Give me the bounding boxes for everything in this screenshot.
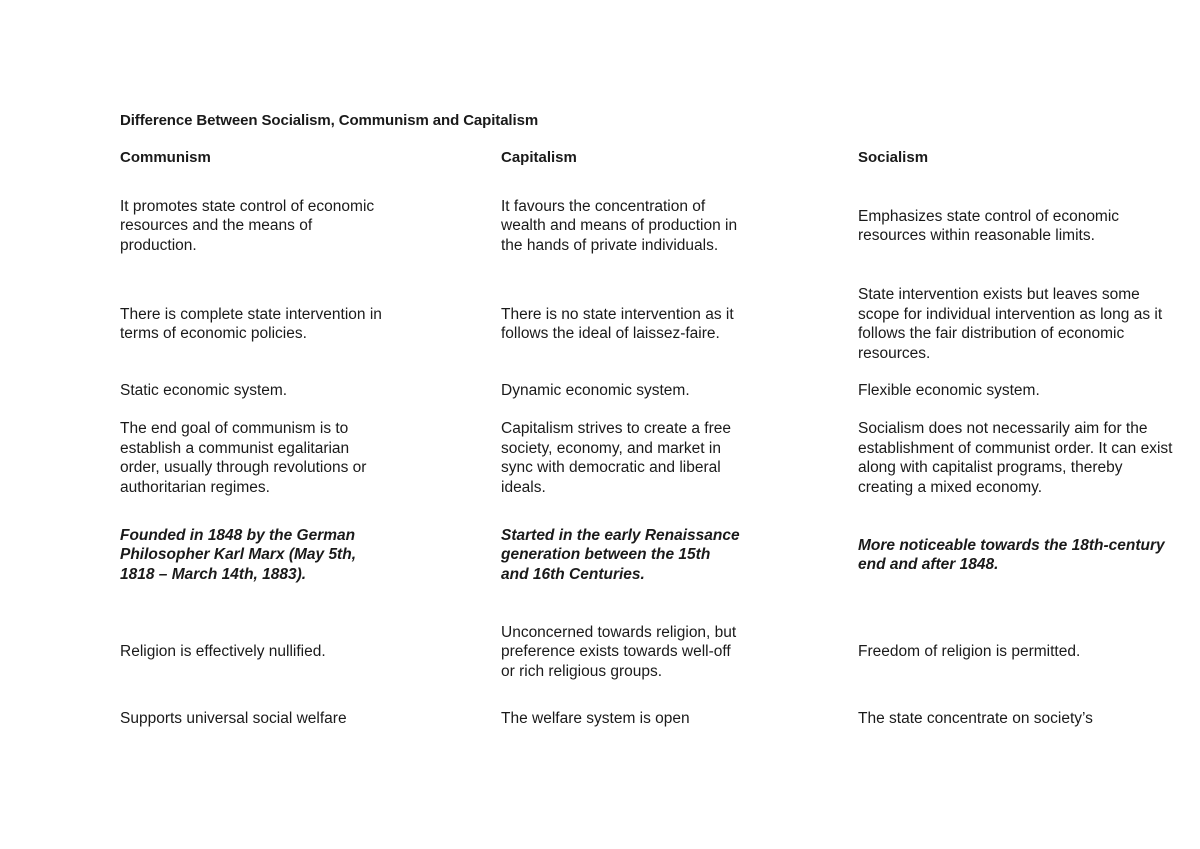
table-row-6-socialism: Freedom of religion is permitted. [858,643,1081,661]
table-row-7-socialism: The state concentrate on society’s [858,710,1093,728]
document-title: Difference Between Socialism, Communism and Capitalism [120,112,539,129]
table-row-3-capitalism: Dynamic economic system. [501,382,690,400]
table-row-5-capitalism: Started in the early Renaissance generation between the 15th and 16th Centuries. [501,526,740,583]
table-row-7-capitalism: The welfare system is open [501,710,690,728]
table-row-6-communism: Religion is effectively nullified. [120,643,326,661]
table-row-1-socialism: Emphasizes state control of economic resources within reasonable limits. [858,207,1120,244]
column-header-communism: Communism [120,149,211,166]
table-row-2-socialism: State intervention exists but leaves some scope for individual intervention as long as it follows the fair distribution of economic resources. [858,286,1163,362]
column-header-capitalism: Capitalism [501,149,577,166]
column-header-socialism: Socialism [858,149,929,166]
table-row-5-socialism: More noticeable towards the 18th-century end and after 1848. [858,536,1165,573]
table-row-3-communism: Static economic system. [120,382,288,400]
table-row-6-capitalism: Unconcerned towards religion, but preference exists towards well-off or rich religious groups. [501,623,737,680]
table-row-4-socialism: Socialism does not necessarily aim for the establishment of communist order. It can exist along with capitalist programs, thereby creating a mixed economy. [858,420,1173,496]
table-row-2-capitalism: There is no state intervention as it follows the ideal of laissez-faire. [501,305,734,342]
table-row-1-capitalism: It favours the concentration of wealth and means of production in the hands of private individuals. [501,197,738,254]
table-row-3-socialism: Flexible economic system. [858,382,1040,400]
table-row-7-communism: Supports universal social welfare [120,710,347,728]
table-row-2-communism: There is complete state intervention in terms of economic policies. [120,305,382,342]
table-row-4-capitalism: Capitalism strives to create a free society, economy, and market in sync with democratic and liberal ideals. [501,420,732,496]
table-row-4-communism: The end goal of communism is to establish a communist egalitarian order, usually through revolutions or authoritarian regimes. [120,420,367,496]
table-row-5-communism: Founded in 1848 by the German Philosopher Karl Marx (May 5th, 1818 – March 14th, 1883). [120,526,356,583]
table-row-1-communism: It promotes state control of economic resources and the means of production. [120,197,375,254]
